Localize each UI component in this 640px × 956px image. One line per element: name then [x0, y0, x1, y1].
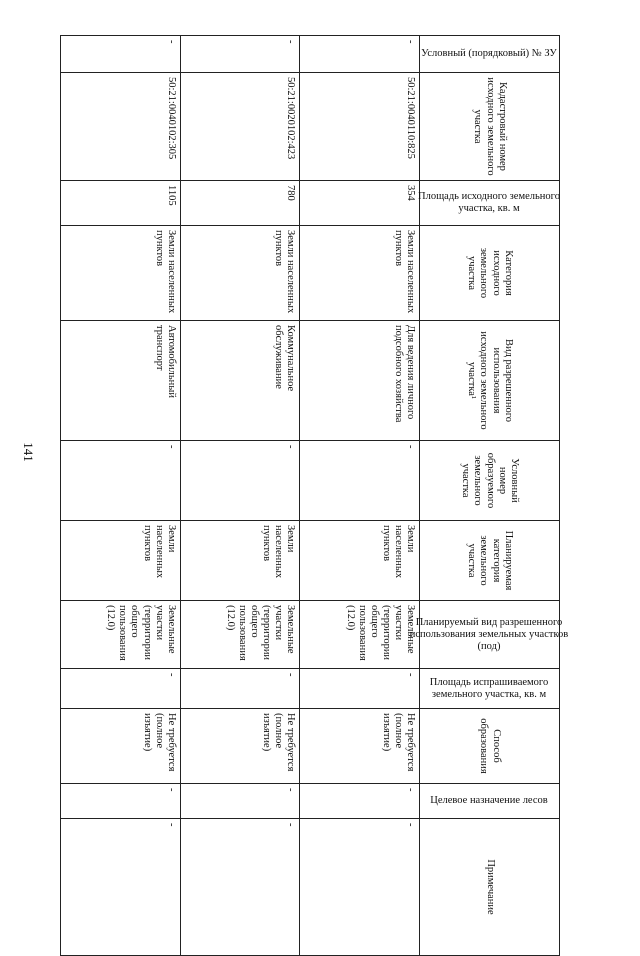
- header-source-area: Площадь исходного земельного участка, кв. м: [420, 181, 560, 226]
- cell-formation-method: Не требуется (полное изъятие): [300, 709, 420, 784]
- table-row: [300, 36, 420, 956]
- cell-plot-number: -: [61, 36, 181, 73]
- cell-source-area: 780: [180, 181, 300, 226]
- cell-forest-purpose: -: [180, 784, 300, 819]
- header-requested-area: Площадь испрашиваемого земельного участка, кв. м: [420, 669, 560, 709]
- table-row: [180, 36, 300, 956]
- header-cadastral-number: Кадастровый номер исходного земельного участка: [420, 73, 560, 181]
- cell-new-plot-number: -: [300, 441, 420, 521]
- cell-plot-number: -: [300, 36, 420, 73]
- cell-source-permitted-use: Коммунальное обслуживание: [180, 321, 300, 441]
- cell-note: -: [180, 819, 300, 956]
- cell-note: -: [61, 819, 181, 956]
- cell-source-category: Земли населенных пунктов: [61, 226, 181, 321]
- cell-formation-method: Не требуется (полное изъятие): [61, 709, 181, 784]
- cell-forest-purpose: -: [61, 784, 181, 819]
- header-new-plot-number: Условный номер образуемого земельного участка: [420, 441, 560, 521]
- cell-planned-permitted-use: Земельные участки (территории общего пользования (12.0): [300, 601, 420, 669]
- cell-source-category: Земли населенных пунктов: [180, 226, 300, 321]
- cell-planned-permitted-use: Земельные участки (территории общего пользования (12.0): [180, 601, 300, 669]
- cell-cadastral-number: 50:21:0040102:305: [61, 73, 181, 181]
- cell-cadastral-number: 50:21:0020102:423: [180, 73, 300, 181]
- header-forest-purpose: Целевое назначение лесов: [420, 784, 560, 819]
- header-source-permitted-use: Вид разрешенного использования исходного земельного участка¹: [420, 321, 560, 441]
- cell-source-area: 354: [300, 181, 420, 226]
- cell-source-permitted-use: Для ведения личного подсобного хозяйства: [300, 321, 420, 441]
- header-formation-method: Способ образования: [420, 709, 560, 784]
- table-header-row: [420, 36, 560, 956]
- cell-source-category: Земли населенных пунктов: [300, 226, 420, 321]
- cell-requested-area: -: [180, 669, 300, 709]
- land-plots-table: [60, 35, 569, 956]
- cell-formation-method: Не требуется (полное изъятие): [180, 709, 300, 784]
- cell-planned-permitted-use: Земельные участки (территории общего пользования (12.0): [61, 601, 181, 669]
- cell-source-permitted-use: Автомобильный транспорт: [61, 321, 181, 441]
- cell-planned-category: Земли населенных пунктов: [300, 521, 420, 601]
- table-row: [61, 36, 181, 956]
- cell-cadastral-number: 50:21:0040110:825: [300, 73, 420, 181]
- cell-requested-area: -: [61, 669, 181, 709]
- cell-forest-purpose: -: [300, 784, 420, 819]
- cell-requested-area: -: [300, 669, 420, 709]
- cell-planned-category: Земли населенных пунктов: [180, 521, 300, 601]
- header-plot-number: Условный (порядковый) № ЗУ: [420, 36, 560, 73]
- land-plots-table-rotated: [60, 35, 569, 915]
- cell-new-plot-number: -: [180, 441, 300, 521]
- header-planned-permitted-use: Планируемый вид разрешенного использования земельных участков (под): [420, 601, 560, 669]
- cell-source-area: 1105: [61, 181, 181, 226]
- cell-note: -: [300, 819, 420, 956]
- header-note: Примечание: [420, 819, 560, 956]
- header-planned-category: Планируемая категория земельного участка: [420, 521, 560, 601]
- header-source-category: Категория исходного земельного участка: [420, 226, 560, 321]
- cell-new-plot-number: -: [61, 441, 181, 521]
- cell-planned-category: Земли населенных пунктов: [61, 521, 181, 601]
- cell-plot-number: -: [180, 36, 300, 73]
- page-number: 141: [21, 442, 36, 462]
